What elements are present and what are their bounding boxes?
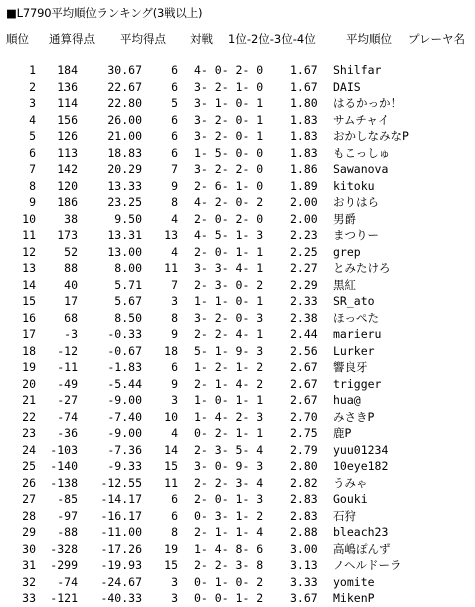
cell-player-name: まつりー <box>333 228 379 242</box>
cell-average-score: -9.00 <box>107 393 142 407</box>
cell-rank: 19 <box>22 360 36 374</box>
cell-average-rank: 2.00 <box>290 195 318 209</box>
cell-player-name: 10eye182 <box>333 459 389 473</box>
cell-average-score: 30.67 <box>107 63 142 77</box>
cell-average-score: -9.33 <box>107 459 142 473</box>
cell-placement-distribution: 4- 5- 1- 3 <box>194 228 264 242</box>
cell-average-rank: 3.33 <box>290 574 318 589</box>
cell-games: 3 <box>171 393 178 407</box>
cell-placement-distribution: 2- 0- 1- 3 <box>194 492 264 506</box>
cell-average-score: 22.80 <box>107 96 142 110</box>
table-row <box>0 178 475 195</box>
cell-games: 4 <box>171 244 178 259</box>
cell-player-name: 男爵 <box>333 211 356 226</box>
cell-placement-distribution: 3- 2- 1- 0 <box>194 79 264 94</box>
cell-total-score: -11 <box>57 360 78 374</box>
cell-player-name: bleach23 <box>333 525 389 539</box>
cell-player-name: はるかっか！ <box>333 96 402 110</box>
cell-placement-distribution: 0- 0- 1- 2 <box>194 591 264 605</box>
cell-games: 6 <box>171 79 178 94</box>
table-row <box>0 590 475 607</box>
table-row <box>0 442 475 459</box>
cell-average-score: 8.00 <box>114 261 142 275</box>
cell-player-name: hua@ <box>333 393 361 407</box>
cell-games: 9 <box>171 178 178 193</box>
cell-player-name: grep <box>333 244 361 259</box>
cell-player-name: Shilfar <box>333 63 382 77</box>
cell-games: 4 <box>171 426 178 440</box>
cell-placement-distribution: 3- 2- 2- 0 <box>194 162 264 176</box>
cell-player-name: SR_ato <box>333 294 375 308</box>
cell-rank: 33 <box>22 591 36 605</box>
cell-rank: 4 <box>29 112 36 127</box>
cell-rank: 31 <box>22 558 36 572</box>
cell-placement-distribution: 3- 3- 4- 1 <box>194 261 264 275</box>
cell-average-score: 22.67 <box>107 79 142 94</box>
table-row <box>0 310 475 327</box>
cell-average-rank: 2.67 <box>290 393 318 407</box>
cell-average-score: 8.50 <box>114 310 142 325</box>
table-row <box>0 277 475 294</box>
ranking-table-body <box>0 62 475 607</box>
table-row <box>0 244 475 261</box>
cell-average-rank: 2.29 <box>290 277 318 292</box>
cell-total-score: 114 <box>57 96 78 110</box>
cell-average-score: -7.40 <box>107 409 142 424</box>
table-row <box>0 508 475 525</box>
cell-rank: 13 <box>22 261 36 275</box>
cell-average-rank: 2.27 <box>290 261 318 275</box>
page-title: ■L7790平均順位ランキング(3戦以上) <box>6 6 203 20</box>
cell-rank: 20 <box>22 376 36 391</box>
cell-games: 9 <box>171 327 178 341</box>
cell-placement-distribution: 3- 0- 9- 3 <box>194 459 264 473</box>
cell-rank: 6 <box>29 145 36 160</box>
cell-total-score: 184 <box>57 63 78 77</box>
cell-average-rank: 1.83 <box>290 145 318 160</box>
cell-total-score: -97 <box>57 508 78 523</box>
cell-player-name: みさきP <box>333 409 375 424</box>
cell-rank: 25 <box>22 459 36 473</box>
cell-average-score: -17.26 <box>100 541 142 556</box>
table-row <box>0 425 475 442</box>
cell-placement-distribution: 0- 2- 1- 1 <box>194 426 264 440</box>
cell-player-name: 高嶋ぽんず <box>333 541 391 556</box>
cell-games: 6 <box>171 129 178 143</box>
cell-player-name: 黒紅 <box>333 277 356 292</box>
cell-placement-distribution: 1- 4- 2- 3 <box>194 409 264 424</box>
cell-placement-distribution: 2- 1- 1- 4 <box>194 525 264 539</box>
cell-average-rank: 1.67 <box>290 79 318 94</box>
cell-total-score: -74 <box>57 409 78 424</box>
cell-average-score: 23.25 <box>107 195 142 209</box>
cell-average-rank: 2.44 <box>290 327 318 341</box>
cell-average-score: 13.33 <box>107 178 142 193</box>
cell-player-name: Sawanova <box>333 162 389 176</box>
cell-games: 4 <box>171 211 178 226</box>
table-row <box>0 557 475 574</box>
cell-placement-distribution: 2- 2- 3- 8 <box>194 558 264 572</box>
cell-average-score: -12.55 <box>100 475 142 490</box>
cell-average-rank: 1.86 <box>290 162 318 176</box>
cell-average-rank: 2.33 <box>290 294 318 308</box>
cell-player-name: おかしなみなP <box>333 129 409 143</box>
cell-rank: 27 <box>22 492 36 506</box>
cell-average-score: -0.67 <box>107 343 142 358</box>
cell-average-rank: 3.13 <box>290 558 318 572</box>
cell-rank: 18 <box>22 343 36 358</box>
cell-total-score: -88 <box>57 525 78 539</box>
cell-average-score: -5.44 <box>107 376 142 391</box>
cell-games: 6 <box>171 145 178 160</box>
cell-average-rank: 2.25 <box>290 244 318 259</box>
cell-total-score: 186 <box>57 195 78 209</box>
cell-average-score: 21.00 <box>107 129 142 143</box>
table-row <box>0 62 475 79</box>
cell-placement-distribution: 2- 0- 2- 0 <box>194 211 264 226</box>
cell-games: 13 <box>164 228 178 242</box>
table-header <box>0 31 475 47</box>
header-rank: 順位 <box>6 32 29 46</box>
cell-rank: 10 <box>22 211 36 226</box>
cell-average-rank: 3.67 <box>290 591 318 605</box>
header-average-rank: 平均順位 <box>346 32 392 46</box>
table-row <box>0 211 475 228</box>
table-row <box>0 541 475 558</box>
table-row <box>0 95 475 112</box>
cell-average-score: 5.67 <box>114 294 142 308</box>
cell-average-score: 20.29 <box>107 162 142 176</box>
cell-total-score: 156 <box>57 112 78 127</box>
cell-rank: 32 <box>22 574 36 589</box>
table-row <box>0 376 475 393</box>
cell-games: 11 <box>164 261 178 275</box>
cell-games: 10 <box>164 409 178 424</box>
cell-average-score: -0.33 <box>107 327 142 341</box>
cell-average-rank: 2.23 <box>290 228 318 242</box>
table-row <box>0 326 475 343</box>
cell-placement-distribution: 0- 3- 1- 2 <box>194 508 264 523</box>
cell-average-score: 13.31 <box>107 228 142 242</box>
cell-placement-distribution: 2- 6- 1- 0 <box>194 178 264 193</box>
cell-average-rank: 2.38 <box>290 310 318 325</box>
cell-placement-distribution: 2- 3- 0- 2 <box>194 277 264 292</box>
cell-placement-distribution: 2- 3- 5- 4 <box>194 442 264 457</box>
cell-total-score: 120 <box>57 178 78 193</box>
cell-average-score: -1.83 <box>107 360 142 374</box>
header-average-score: 平均得点 <box>120 32 166 46</box>
cell-average-rank: 1.67 <box>290 63 318 77</box>
table-row <box>0 343 475 360</box>
table-row <box>0 574 475 591</box>
table-row <box>0 409 475 426</box>
table-row <box>0 128 475 145</box>
cell-total-score: 113 <box>57 145 78 160</box>
cell-player-name: 響良牙 <box>333 360 368 374</box>
cell-player-name: もこっしゅ <box>333 145 391 160</box>
cell-total-score: -27 <box>57 393 78 407</box>
cell-placement-distribution: 1- 4- 8- 6 <box>194 541 264 556</box>
cell-average-score: 5.71 <box>114 277 142 292</box>
cell-average-rank: 2.88 <box>290 525 318 539</box>
cell-average-score: -24.67 <box>100 574 142 589</box>
cell-total-score: 38 <box>64 211 78 226</box>
cell-average-score: -16.17 <box>100 508 142 523</box>
cell-average-rank: 1.89 <box>290 178 318 193</box>
table-row <box>0 293 475 310</box>
cell-average-rank: 2.83 <box>290 508 318 523</box>
cell-player-name: Gouki <box>333 492 368 506</box>
cell-player-name: Lurker <box>333 343 375 358</box>
cell-games: 14 <box>164 442 178 457</box>
cell-average-rank: 2.00 <box>290 211 318 226</box>
cell-placement-distribution: 2- 0- 1- 1 <box>194 244 264 259</box>
cell-average-rank: 1.83 <box>290 129 318 143</box>
cell-placement-distribution: 3- 2- 0- 3 <box>194 310 264 325</box>
cell-average-score: -19.93 <box>100 558 142 572</box>
cell-average-score: 26.00 <box>107 112 142 127</box>
table-row <box>0 359 475 376</box>
cell-total-score: -103 <box>50 442 78 457</box>
cell-rank: 24 <box>22 442 36 457</box>
cell-games: 15 <box>164 558 178 572</box>
cell-rank: 22 <box>22 409 36 424</box>
table-row <box>0 491 475 508</box>
cell-rank: 29 <box>22 525 36 539</box>
cell-average-score: -14.17 <box>100 492 142 506</box>
cell-rank: 17 <box>22 327 36 341</box>
cell-rank: 21 <box>22 393 36 407</box>
cell-average-rank: 2.70 <box>290 409 318 424</box>
cell-rank: 9 <box>29 195 36 209</box>
cell-player-name: trigger <box>333 376 382 391</box>
cell-player-name: おりはら <box>333 195 379 209</box>
cell-games: 3 <box>171 574 178 589</box>
cell-average-rank: 2.56 <box>290 343 318 358</box>
table-row <box>0 79 475 96</box>
cell-total-score: -85 <box>57 492 78 506</box>
cell-player-name: ノヘルドーラ <box>333 558 402 572</box>
cell-average-rank: 2.80 <box>290 459 318 473</box>
cell-rank: 28 <box>22 508 36 523</box>
cell-total-score: 17 <box>64 294 78 308</box>
table-row <box>0 227 475 244</box>
header-placement-distribution: 1位-2位-3位-4位 <box>228 32 316 46</box>
cell-average-rank: 1.83 <box>290 112 318 127</box>
cell-average-score: 9.50 <box>114 211 142 226</box>
header-player-name: プレーヤ名 <box>408 32 466 46</box>
cell-games: 6 <box>171 112 178 127</box>
cell-games: 18 <box>164 343 178 358</box>
cell-average-rank: 2.67 <box>290 376 318 391</box>
cell-total-score: -36 <box>57 426 78 440</box>
cell-rank: 15 <box>22 294 36 308</box>
cell-placement-distribution: 0- 1- 0- 2 <box>194 574 264 589</box>
cell-average-rank: 2.67 <box>290 360 318 374</box>
cell-total-score: 68 <box>64 310 78 325</box>
cell-total-score: 126 <box>57 129 78 143</box>
cell-player-name: うみゃ <box>333 475 368 490</box>
table-row <box>0 260 475 277</box>
cell-total-score: -3 <box>64 327 78 341</box>
cell-rank: 12 <box>22 244 36 259</box>
table-row <box>0 194 475 211</box>
cell-total-score: -138 <box>50 475 78 490</box>
cell-average-rank: 2.83 <box>290 492 318 506</box>
cell-average-rank: 2.79 <box>290 442 318 457</box>
cell-games: 6 <box>171 63 178 77</box>
cell-games: 3 <box>171 294 178 308</box>
cell-rank: 2 <box>29 79 36 94</box>
cell-average-score: 13.00 <box>107 244 142 259</box>
cell-games: 8 <box>171 525 178 539</box>
cell-placement-distribution: 1- 1- 0- 1 <box>194 294 264 308</box>
cell-rank: 1 <box>29 63 36 77</box>
cell-games: 15 <box>164 459 178 473</box>
cell-placement-distribution: 2- 1- 4- 2 <box>194 376 264 391</box>
cell-rank: 8 <box>29 178 36 193</box>
cell-player-name: yomite <box>333 574 375 589</box>
table-row <box>0 161 475 178</box>
cell-rank: 16 <box>22 310 36 325</box>
cell-average-score: 18.83 <box>107 145 142 160</box>
cell-average-score: -40.33 <box>100 591 142 605</box>
cell-total-score: -299 <box>50 558 78 572</box>
table-row <box>0 112 475 129</box>
cell-total-score: -12 <box>57 343 78 358</box>
cell-total-score: 173 <box>57 228 78 242</box>
cell-rank: 26 <box>22 475 36 490</box>
cell-player-name: kitoku <box>333 178 375 193</box>
cell-rank: 14 <box>22 277 36 292</box>
cell-games: 3 <box>171 591 178 605</box>
cell-games: 19 <box>164 541 178 556</box>
cell-total-score: 142 <box>57 162 78 176</box>
cell-player-name: MikenP <box>333 591 375 605</box>
cell-placement-distribution: 1- 0- 1- 1 <box>194 393 264 407</box>
cell-games: 7 <box>171 277 178 292</box>
cell-placement-distribution: 1- 2- 1- 2 <box>194 360 264 374</box>
cell-games: 6 <box>171 492 178 506</box>
cell-player-name: サムチャイ <box>333 112 390 127</box>
cell-total-score: -140 <box>50 459 78 473</box>
cell-games: 8 <box>171 195 178 209</box>
cell-placement-distribution: 3- 1- 0- 1 <box>194 96 264 110</box>
cell-player-name: とみたけろ <box>333 261 391 275</box>
cell-average-score: -11.00 <box>100 525 142 539</box>
cell-placement-distribution: 2- 2- 3- 4 <box>194 475 264 490</box>
cell-average-score: -7.36 <box>107 442 142 457</box>
cell-placement-distribution: 2- 2- 4- 1 <box>194 327 264 341</box>
cell-games: 8 <box>171 310 178 325</box>
cell-placement-distribution: 5- 1- 9- 3 <box>194 343 264 358</box>
cell-games: 6 <box>171 508 178 523</box>
cell-player-name: 石狩 <box>333 508 356 523</box>
cell-games: 11 <box>164 475 178 490</box>
cell-games: 9 <box>171 376 178 391</box>
cell-games: 5 <box>171 96 178 110</box>
cell-player-name: marieru <box>333 327 382 341</box>
table-row <box>0 524 475 541</box>
cell-total-score: 136 <box>57 79 78 94</box>
cell-player-name: yuu01234 <box>333 442 389 457</box>
table-row <box>0 458 475 475</box>
cell-rank: 3 <box>29 96 36 110</box>
cell-placement-distribution: 3- 2- 0- 1 <box>194 112 264 127</box>
cell-average-rank: 1.80 <box>290 96 318 110</box>
cell-player-name: DAIS <box>333 79 361 94</box>
table-row <box>0 145 475 162</box>
cell-placement-distribution: 4- 2- 0- 2 <box>194 195 264 209</box>
cell-player-name: 鹿P <box>333 426 352 440</box>
table-row <box>0 475 475 492</box>
cell-rank: 11 <box>22 228 36 242</box>
cell-rank: 30 <box>22 541 36 556</box>
cell-placement-distribution: 3- 2- 0- 1 <box>194 129 264 143</box>
cell-placement-distribution: 4- 0- 2- 0 <box>194 63 264 77</box>
cell-games: 6 <box>171 360 178 374</box>
cell-rank: 5 <box>29 129 36 143</box>
cell-total-score: -328 <box>50 541 78 556</box>
header-total-score: 通算得点 <box>49 32 95 46</box>
cell-rank: 7 <box>29 162 36 176</box>
cell-average-rank: 2.82 <box>290 475 318 490</box>
cell-games: 7 <box>171 162 178 176</box>
cell-total-score: -49 <box>57 376 78 391</box>
cell-total-score: 88 <box>64 261 78 275</box>
header-games: 対戦 <box>190 32 213 46</box>
cell-placement-distribution: 1- 5- 0- 0 <box>194 145 264 160</box>
cell-total-score: -74 <box>57 574 78 589</box>
cell-average-rank: 2.75 <box>290 426 318 440</box>
cell-average-score: -9.00 <box>107 426 142 440</box>
table-row <box>0 392 475 409</box>
cell-rank: 23 <box>22 426 36 440</box>
cell-total-score: -121 <box>50 591 78 605</box>
cell-player-name: ほっぺた <box>333 310 379 325</box>
cell-total-score: 52 <box>64 244 78 259</box>
cell-total-score: 40 <box>64 277 78 292</box>
cell-average-rank: 3.00 <box>290 541 318 556</box>
